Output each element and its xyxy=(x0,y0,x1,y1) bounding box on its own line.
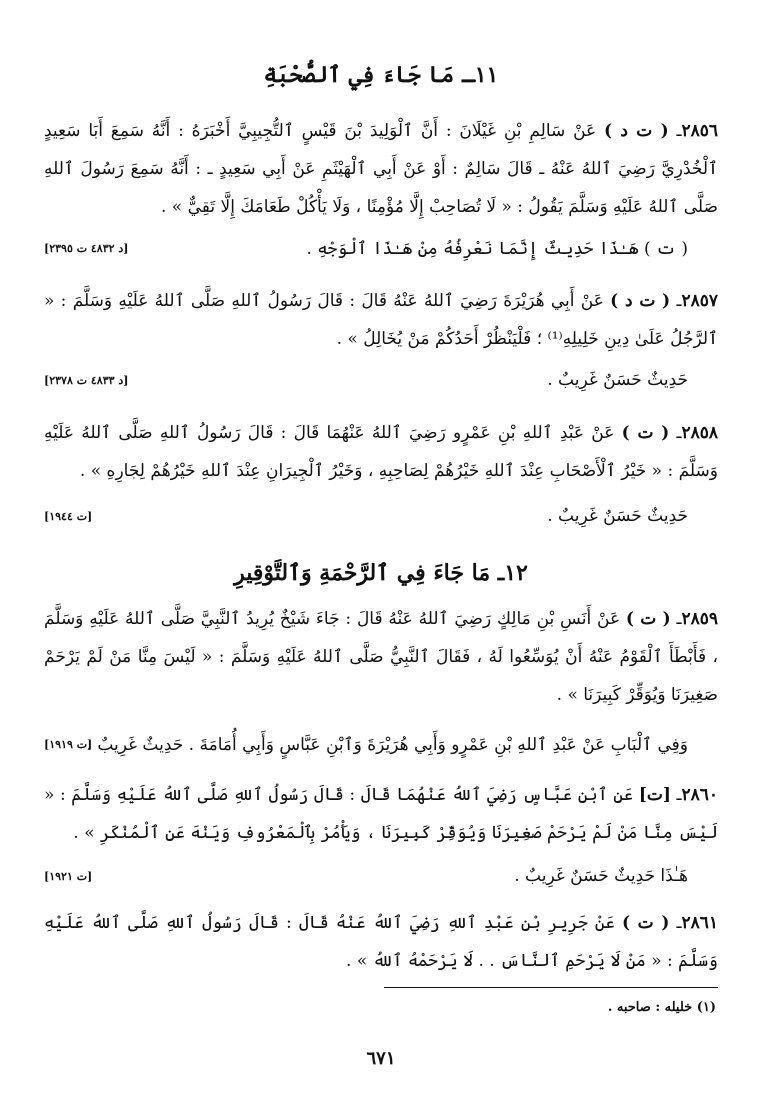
source-reference: [د ٤٨٣٣ ت ٢٣٧٨] xyxy=(44,374,129,387)
page-number: ٦٧١ xyxy=(366,1048,396,1069)
source-code: ( ت د ) xyxy=(610,291,671,311)
source-reference: [ت ١٩٢١] xyxy=(44,870,93,883)
hadith-2858: ٢٨٥٨ـ ( ت ) عَنْ عَبْدِ ٱللهِ بْنِ عَمْرٍو رَضِيَ ٱللهُ عَنْهُمَا قَالَ : قَالَ رَسُولُ ٱللهِ صَلَّى ٱللهُ عَلَيْهِ وَسَلَّمَ : « خَيْرُ ٱلْأَصْحَابِ عِنْدَ ٱللهِ خَيْرُهُمْ لِصَاحِبِهِ ، وَخَيْرُ ٱلْجِيرَانِ عِنْدَ ٱللهِ خَيْرُهُمْ لِجَارِهِ » . xyxy=(44,423,718,481)
hadith-number: ٢٨٥٨ xyxy=(681,423,718,443)
grading-comment: حَدِيثٌ حَسَنٌ غَرِيبٌ . xyxy=(547,370,688,390)
hadith-text: عَنْ أَبِي هُرَيْرَةَ رَضِيَ ٱللهُ عَنْهُ قَالَ : قَالَ رَسُولُ ٱللهِ صَلَّى ٱللهُ عَلَيْهِ وَسَلَّمَ : « ٱلرَّجُلُ عَلَىٰ دِينِ خَلِيلِهِ⁽¹⁾ ؛ فَلْيَنْظُرْ أَحَدُكُمْ مَنْ يُخَالِلُ » . xyxy=(44,291,718,349)
hadith-number: ٢٨٥٧ xyxy=(681,291,719,311)
grading-comment: ( ت ) هَـٰذَا حَدِيثٌ إِنَّمَا نَعْرِفُهُ مِنْ هَـٰذَا ٱلْوَجْهِ . xyxy=(306,239,688,259)
hadith-2860-grading-line xyxy=(44,866,718,896)
hadith-text: عَنْ عَبْدِ ٱللهِ بْنِ عَمْرٍو رَضِيَ ٱللهُ عَنْهُمَا قَالَ : قَالَ رَسُولُ ٱللهِ صَلَّى ٱللهُ عَلَيْهِ وَسَلَّمَ : « خَيْرُ ٱلْأَصْحَابِ عِنْدَ ٱللهِ خَيْرُهُمْ لِصَاحِبِهِ ، وَخَيْرُ ٱلْجِيرَانِ عِنْدَ ٱللهِ خَيْرُهُمْ لِجَارِهِ » . xyxy=(44,423,718,481)
grading-comment: وَفِي ٱلْبَابِ عَنْ عَبْدِ ٱللهِ بْنِ عَمْرٍو وَأَبِي هُرَيْرَةَ وَٱبْنِ عَبَّاسٍ وَأَبِي أُمَامَةَ . حَدِيثٌ غَرِيبٌ . xyxy=(86,735,688,755)
source-code: ( ت ) xyxy=(621,423,670,443)
hadith-number: ٢٨٥٦ xyxy=(681,121,719,141)
source-code: ( ت د ) xyxy=(604,121,669,141)
hadith-2859-grading-line xyxy=(44,734,718,764)
grading-comment: هَـٰذَا حَدِيثٌ حَسَنٌ غَرِيبٌ . xyxy=(514,866,688,886)
hadith-2856-grading-line xyxy=(44,238,718,268)
hadith-text: عَنِ ٱبْنِ عَبَّاسٍ رَضِيَ ٱللهُ عَنْهُمَا قَالَ : قَالَ رَسُولُ ٱللهِ صَلَّى ٱللهُ عَلَيْهِ وَسَلَّمَ : « لَيْسَ مِنَّا مَنْ لَمْ يَرْحَمْ صَغِيرَنَا وَيُوَقِّرْ كَبِيرَنَا ، وَيَأْمُرْ بِٱلْمَعْرُوفِ وَيَنْهَ عَنِ ٱلْمُنْكَرِ » . xyxy=(44,785,718,843)
hadith-text: عَنْ جَرِيرِ بْنِ عَبْدِ ٱللهِ رَضِيَ ٱللهُ عَنْهُ قَالَ : قَالَ رَسُولُ ٱللهِ صَلَّى ٱللهُ عَلَيْهِ وَسَلَّمَ : « مَنْ لَا يَرْحَمِ ٱلنَّاسَ . . لَا يَرْحَمْهُ ٱللهُ » . xyxy=(44,913,718,971)
hadith-2857: ٢٨٥٧ـ ( ت د ) عَنْ أَبِي هُرَيْرَةَ رَضِيَ ٱللهُ عَنْهُ قَالَ : قَالَ رَسُولُ ٱللهِ صَلَّى ٱللهُ عَلَيْهِ وَسَلَّمَ : « ٱلرَّجُلُ عَلَىٰ دِينِ خَلِيلِهِ⁽¹⁾ ؛ فَلْيَنْظُرْ أَحَدُكُمْ مَنْ يُخَالِلُ » . xyxy=(44,291,719,349)
hadith-2858-grading-line xyxy=(44,506,718,536)
grading-comment: حَدِيثٌ حَسَنٌ غَرِيبٌ . xyxy=(547,506,688,526)
hadith-2861: ٢٨٦١ـ ( ت ) عَنْ جَرِيرِ بْنِ عَبْدِ ٱللهِ رَضِيَ ٱللهُ عَنْهُ قَالَ : قَالَ رَسُولُ ٱللهِ صَلَّى ٱللهُ عَلَيْهِ وَسَلَّمَ : « مَنْ لَا يَرْحَمِ ٱلنَّاسَ . . لَا يَرْحَمْهُ ٱللهُ » . xyxy=(44,913,718,971)
hadith-2857-grading-line xyxy=(44,370,718,400)
hadith-number: ٢٨٦١ xyxy=(681,913,718,933)
source-reference: [ت ١٩٤٤] xyxy=(44,510,93,523)
hadith-2860: ٢٨٦٠ـ [ت] عَنِ ٱبْنِ عَبَّاسٍ رَضِيَ ٱللهُ عَنْهُمَا قَالَ : قَالَ رَسُولُ ٱللهِ صَلَّى ٱللهُ عَلَيْهِ وَسَلَّمَ : « لَيْسَ مِنَّا مَنْ لَمْ يَرْحَمْ صَغِيرَنَا وَيُوَقِّرْ كَبِيرَنَا ، وَيَأْمُرْ بِٱلْمَعْرُوفِ وَيَنْهَ عَنِ ٱلْمُنْكَرِ » . xyxy=(44,785,718,843)
hadith-number: ٢٨٥٩ xyxy=(681,609,719,629)
source-code: ( ت ) xyxy=(621,913,670,933)
section-heading-mercy-respect: ١٢ـ مَا جَاءَ فِي ٱلرَّحْمَةِ وَٱلتَّوْقِيرِ xyxy=(234,560,528,586)
hadith-number: ٢٨٦٠ xyxy=(681,785,718,805)
footnote-divider xyxy=(384,987,718,988)
section-heading-companionship: ١١ـ مَا جَاءَ فِي ٱلصُّحْبَةِ xyxy=(263,62,499,88)
hadith-text: عَنْ سَالِمِ بْنِ غَيْلَانَ : أَنَّ ٱلْوَلِيدَ بْنَ قَيْسٍ ٱلتُّجِيبِيَّ أَخْبَرَهُ : أَنَّهُ سَمِعَ أَبَا سَعِيدٍ ٱلْخُدْرِيَّ رَضِيَ ٱللهُ عَنْهُ ـ قَالَ سَالِمٌ : أَوْ عَنْ أَبِي ٱلْهَيْثَمِ عَنْ أَبِي سَعِيدٍ ـ : أَنَّهُ سَمِعَ رَسُولَ ٱللهِ صَلَّى ٱللهُ عَلَيْهِ وَسَلَّمَ يَقُولُ : « لَا تُصَاحِبْ إِلَّا مُؤْمِنًا ، وَلَا يَأْكُلْ طَعَامَكَ إِلَّا تَقِيٌّ » . xyxy=(44,121,718,217)
source-code: ( ت ) xyxy=(625,609,671,629)
footnote: (١) خليله : صاحبه . xyxy=(607,1000,716,1015)
source-code: [ت] xyxy=(638,785,671,805)
hadith-2859: ٢٨٥٩ـ ( ت ) عَنْ أَنَسِ بْنِ مَالِكٍ رَضِيَ ٱللهُ عَنْهُ قَالَ : جَاءَ شَيْخٌ يُرِيدُ ٱلنَّبِيَّ صَلَّى ٱللهُ عَلَيْهِ وَسَلَّمَ ، فَأَبْطَأَ ٱلْقَوْمُ عَنْهُ أَنْ يُوَسِّعُوا لَهُ ، فَقَالَ ٱلنَّبِيُّ صَلَّى ٱللهُ عَلَيْهِ وَسَلَّمَ : « لَيْسَ مِنَّا مَنْ لَمْ يَرْحَمْ صَغِيرَنَا وَيُوَقِّرْ كَبِيرَنَا » . xyxy=(44,609,719,705)
source-reference: [ت ١٩١٩] xyxy=(44,738,93,751)
hadith-2856: ٢٨٥٦ـ ( ت د ) عَنْ سَالِمِ بْنِ غَيْلَانَ : أَنَّ ٱلْوَلِيدَ بْنَ قَيْسٍ ٱلتُّجِيبِيَّ أَخْبَرَهُ : أَنَّهُ سَمِعَ أَبَا سَعِيدٍ ٱلْخُدْرِيَّ رَضِيَ ٱللهُ عَنْهُ ـ قَالَ سَالِمٌ : أَوْ عَنْ أَبِي ٱلْهَيْثَمِ عَنْ أَبِي سَعِيدٍ ـ : أَنَّهُ سَمِعَ رَسُولَ ٱللهِ صَلَّى ٱللهُ عَلَيْهِ وَسَلَّمَ يَقُولُ : « لَا تُصَاحِبْ إِلَّا مُؤْمِنًا ، وَلَا يَأْكُلْ طَعَامَكَ إِلَّا تَقِيٌّ » . xyxy=(44,121,719,217)
hadith-text: عَنْ أَنَسِ بْنِ مَالِكٍ رَضِيَ ٱللهُ عَنْهُ قَالَ : جَاءَ شَيْخٌ يُرِيدُ ٱلنَّبِيَّ صَلَّى ٱللهُ عَلَيْهِ وَسَلَّمَ ، فَأَبْطَأَ ٱلْقَوْمُ عَنْهُ أَنْ يُوَسِّعُوا لَهُ ، فَقَالَ ٱلنَّبِيُّ صَلَّى ٱللهُ عَلَيْهِ وَسَلَّمَ : « لَيْسَ مِنَّا مَنْ لَمْ يَرْحَمْ صَغِيرَنَا وَيُوَقِّرْ كَبِيرَنَا » . xyxy=(44,609,719,705)
source-reference: [د ٤٨٣٢ ت ٢٣٩٥] xyxy=(44,242,129,255)
